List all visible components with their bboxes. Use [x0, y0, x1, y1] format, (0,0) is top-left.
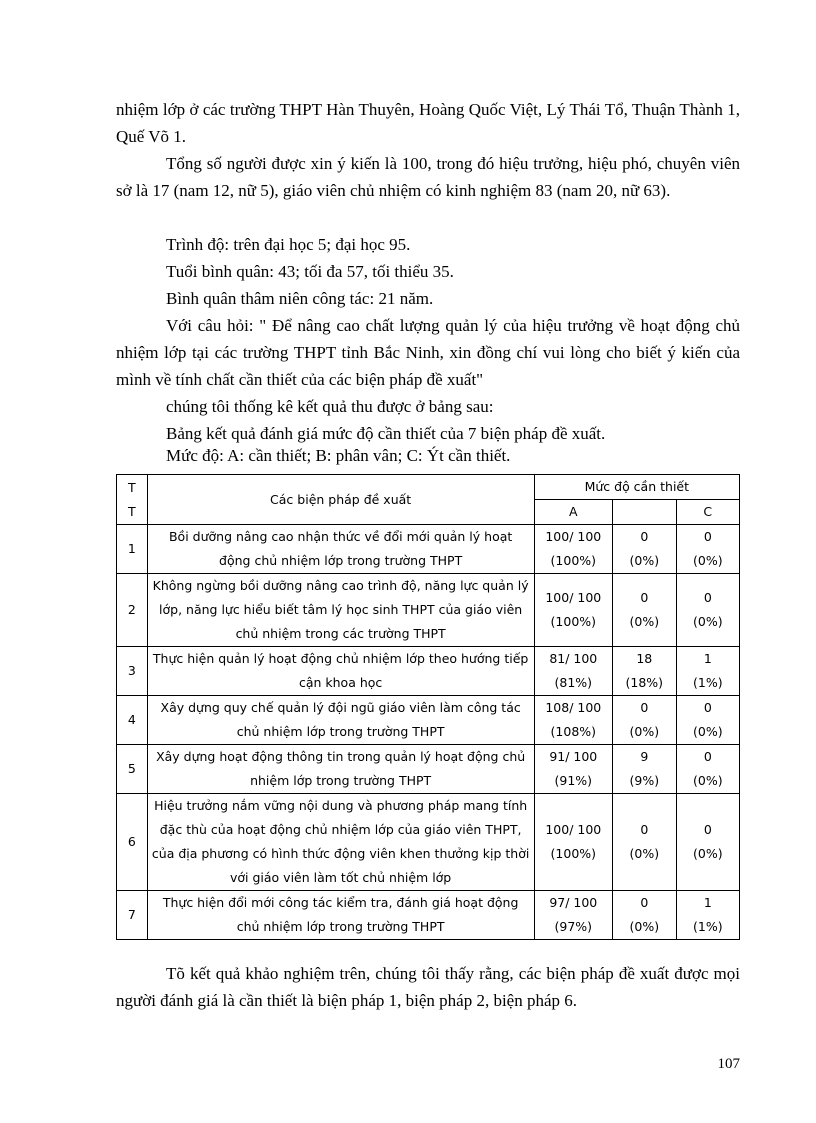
- table-legend: Mức độ: A: cần thiết; B: phân vân; C: Ýt cần thiết.: [166, 446, 511, 465]
- row-number: 1: [117, 525, 148, 574]
- header-c: C: [676, 500, 739, 525]
- row-number: 3: [117, 647, 148, 696]
- row-level-c: 0 (0%): [676, 794, 739, 891]
- row-level-a: 81/ 100 (81%): [534, 647, 612, 696]
- table-row: [117, 891, 740, 940]
- row-measure: Không ngừng bồi dưỡng nâng cao trình độ, năng lực quản lý lớp, năng lực hiểu biết tâm lý học sinh THPT của giáo viên chủ nhiệm trong các trường THPT: [147, 574, 534, 647]
- row-level-b: 18 (18%): [613, 647, 677, 696]
- table-row: [117, 745, 740, 794]
- line-age: Tuổi bình quân: 43; tối đa 57, tối thiểu 35.: [166, 262, 454, 281]
- header-measures: Các biện pháp đề xuất: [147, 475, 534, 525]
- row-level-a: 100/ 100 (100%): [534, 525, 612, 574]
- line-seniority: Bình quân thâm niên công tác: 21 năm.: [166, 289, 434, 308]
- row-level-a: 100/ 100 (100%): [534, 574, 612, 647]
- row-level-b: 9 (9%): [613, 745, 677, 794]
- header-tt: T T: [117, 475, 148, 525]
- line-statistics-intro: chúng tôi thống kê kết quả thu được ở bảng sau:: [166, 397, 494, 416]
- paragraph-conclusion: Tõ kết quả khảo nghiệm trên, chúng tôi thấy rằng, các biện pháp đề xuất được mọi người đánh giá là cần thiết là biện pháp 1, biện pháp 2, biện pháp 6.: [116, 964, 740, 1010]
- header-level: Mức độ cần thiết: [534, 475, 739, 500]
- table-row: [117, 574, 740, 647]
- row-number: 2: [117, 574, 148, 647]
- row-number: 5: [117, 745, 148, 794]
- table-row: [117, 696, 740, 745]
- row-level-c: 0 (0%): [676, 696, 739, 745]
- row-level-c: 1 (1%): [676, 891, 739, 940]
- row-level-b: 0 (0%): [613, 794, 677, 891]
- row-level-a: 100/ 100 (100%): [534, 794, 612, 891]
- table-row: [117, 647, 740, 696]
- page-number: 107: [717, 1056, 740, 1072]
- paragraph-question: Với câu hỏi: " Để nâng cao chất lượng quản lý của hiệu trưởng về hoạt động chủ nhiệm lớp tại các trường THPT tỉnh Bắc Ninh, xin đồng chí vui lòng cho biết ý kiến của mình về tính chất cần thiết của các biện pháp đề xuất": [116, 316, 740, 389]
- row-level-a: 97/ 100 (97%): [534, 891, 612, 940]
- row-level-b: 0 (0%): [613, 574, 677, 647]
- row-level-c: 0 (0%): [676, 745, 739, 794]
- row-level-c: 1 (1%): [676, 647, 739, 696]
- row-measure: Hiệu trưởng nắm vững nội dung và phương pháp mang tính đặc thù của hoạt động chủ nhiệm lớp của giáo viên THPT, của địa phương có hình thức động viên khen thưởng kịp thời với giáo viên làm tốt chủ nhiệm lớp: [147, 794, 534, 891]
- row-level-a: 108/ 100 (108%): [534, 696, 612, 745]
- row-level-c: 0 (0%): [676, 574, 739, 647]
- paragraph-schools: nhiệm lớp ở các trường THPT Hàn Thuyên, Hoàng Quốc Việt, Lý Thái Tổ, Thuận Thành 1, Quế Võ 1.: [116, 100, 740, 146]
- header-a: A: [534, 500, 612, 525]
- row-level-b: 0 (0%): [613, 891, 677, 940]
- line-education-level: Trình độ: trên đại học 5; đại học 95.: [166, 235, 411, 254]
- row-level-c: 0 (0%): [676, 525, 739, 574]
- header-b: [613, 500, 677, 525]
- row-measure: Bồi dưỡng nâng cao nhận thức về đổi mới quản lý hoạt động chủ nhiệm lớp trong trường THPT: [147, 525, 534, 574]
- row-measure: Thực hiện đổi mới công tác kiểm tra, đánh giá hoạt động chủ nhiệm lớp trong trường THPT: [147, 891, 534, 940]
- row-number: 6: [117, 794, 148, 891]
- table-body: [117, 525, 740, 940]
- table-caption: Bảng kết quả đánh giá mức độ cần thiết của 7 biện pháp đề xuất.: [166, 424, 606, 443]
- row-level-b: 0 (0%): [613, 525, 677, 574]
- row-measure: Xây dựng quy chế quản lý đội ngũ giáo viên làm công tác chủ nhiệm lớp trong trường THPT: [147, 696, 534, 745]
- table-header-row: [117, 475, 740, 500]
- table-row: [117, 794, 740, 891]
- row-number: 4: [117, 696, 148, 745]
- table-row: [117, 525, 740, 574]
- row-measure: Xây dựng hoạt động thông tin trong quản lý hoạt động chủ nhiệm lớp trong trường THPT: [147, 745, 534, 794]
- row-number: 7: [117, 891, 148, 940]
- row-level-a: 91/ 100 (91%): [534, 745, 612, 794]
- row-level-b: 0 (0%): [613, 696, 677, 745]
- row-measure: Thực hiện quản lý hoạt động chủ nhiệm lớp theo hướng tiếp cận khoa học: [147, 647, 534, 696]
- paragraph-respondents: Tổng số người được xin ý kiến là 100, trong đó hiệu trưởng, hiệu phó, chuyên viên sở là 17 (nam 12, nữ 5), giáo viên chủ nhiệm có kinh nghiệm 83 (nam 20, nữ 63).: [116, 154, 740, 200]
- evaluation-table: [116, 474, 740, 940]
